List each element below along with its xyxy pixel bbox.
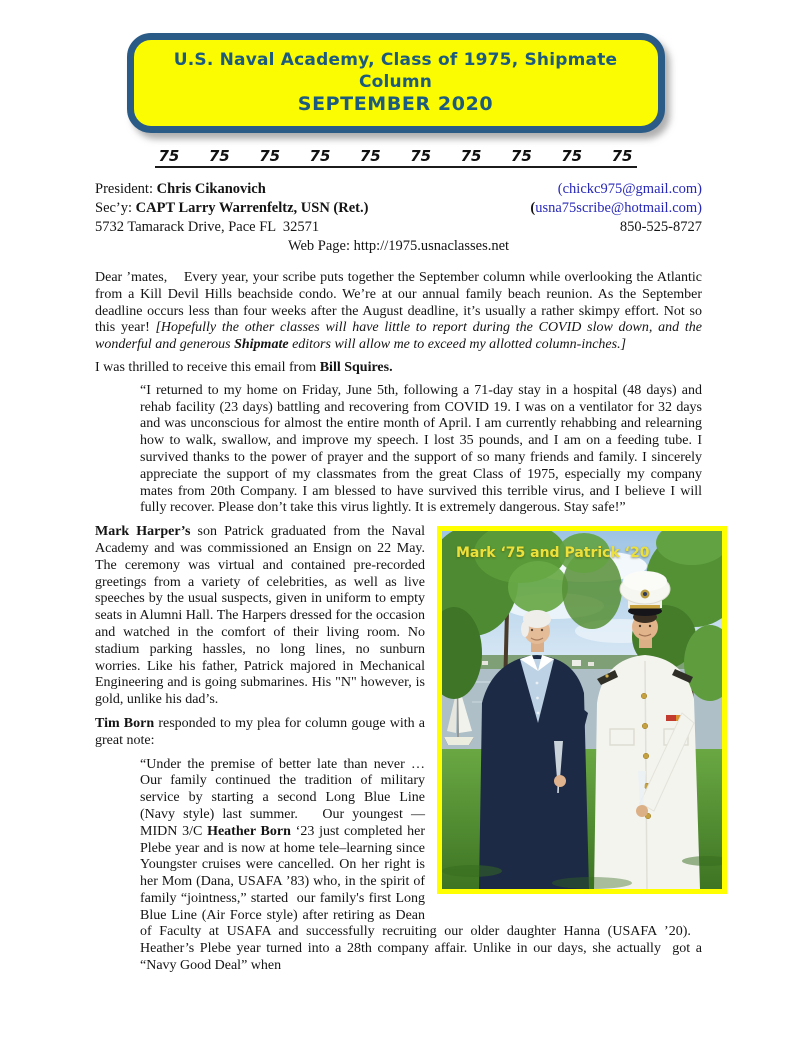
secretary-name: CAPT Larry Warrenfeltz, USN (Ret.) (135, 200, 369, 216)
webpage-line: Web Page: http://1975.usnaclasses.net (287, 238, 510, 254)
class-year-75: 75 (510, 147, 532, 165)
intro-editorial-note: [Hopefully the other classes will have little to report during the COVID slow down, and the wonderful and generous (95, 320, 702, 353)
masthead-title: U.S. Naval Academy, Class of 1975, Shipmate Column (173, 50, 618, 92)
president-label: President: (95, 181, 157, 197)
content-area (95, 180, 702, 975)
intro-paragraph (95, 270, 702, 354)
secretary-label: Sec’y: (95, 200, 136, 216)
class-year-divider (155, 147, 637, 168)
photo-caption: Mark ‘75 and Patrick ‘20 (456, 545, 650, 562)
president-name: Chris Cikanovich (156, 181, 266, 197)
address-row (95, 218, 702, 237)
contact-block (95, 180, 702, 256)
newsletter-page (0, 33, 791, 975)
class-year-75: 75 (208, 147, 230, 165)
class-year-75: 75 (611, 147, 633, 165)
born-name: Tim Born (95, 715, 155, 731)
masthead-banner (127, 33, 665, 133)
squires-lead (95, 360, 702, 377)
president-line (95, 180, 266, 199)
president-row (95, 180, 702, 199)
class-year-75: 75 (158, 147, 180, 165)
intro-editorial-note-end: editors will allow me to exceed my allotted column-inches.] (288, 337, 627, 353)
born-quote-end: ‘23 just completed her Plebe year and is now at home tele–learning since Youngster cruises were cancelled. On her right is her Mom (Dana, USAFA ’83) who, in the spirit of family “jointness,” started our family's first Long Blue Line (Air Force style) after retiring as Dean of Faculty at USAFA and successfully recruiting our older daughter Hanna (USAFA ’20). Heather’s Plebe year turned into a 28th company affair. Unlike in our days, she actually got a “Navy Good Deal” when (140, 823, 702, 974)
president-email-link[interactable]: (chickc975@gmail.com) (557, 181, 702, 197)
harper-name: Mark Harper’s (95, 524, 191, 540)
secretary-email-line (530, 199, 702, 218)
class-year-75: 75 (460, 147, 482, 165)
born-quote-start: “Under the premise of better late than never … Our family continued the tradition of military service by starting a second Long Blue Line (Navy style) last summer. Our youngest — MIDN 3/C (140, 756, 425, 839)
shipmate-title: Shipmate (234, 337, 289, 353)
squires-quote: “I returned to my home on Friday, June 5th, following a 71-day stay in a hospital (48 days) and rehab facility (23 days) battling and recovering from COVID 19. I was on a ventilator for 32 days and was unconscious for almost the entire month of April. I am currently rehabbing and relearning how to walk, swallow, and improve my speech. I lost 35 pounds, and I am on a feeding tube. I survived thanks to the power of prayer and the support of so many friends and family. I sincerely appreciate the support of my classmates from the great Class of 1975, especially my company mates from 20th Company. I am blessed to have survived this terrible virus, and I believe I will fully recover. Please don’t take this virus lightly. It is extremely dangerous. Stay safe!” (140, 382, 702, 516)
squires-name: Bill Squires. (319, 359, 393, 375)
secretary-email-paren: ( (530, 200, 536, 216)
class-year-75: 75 (309, 147, 331, 165)
class-year-75: 75 (359, 147, 381, 165)
photo-illustration (442, 531, 722, 889)
secretary-address: 5732 Tamarack Drive, Pace FL 32571 (95, 219, 320, 235)
class-year-75: 75 (410, 147, 432, 165)
commissioning-photo (437, 526, 727, 894)
document-page (0, 33, 791, 1057)
masthead-date: SEPTEMBER 2020 (297, 93, 494, 115)
class-year-75: 75 (561, 147, 583, 165)
secretary-email-link[interactable]: usna75scribe@hotmail.com) (535, 200, 702, 216)
intro-text: Dear ’mates, Every year, your scribe puts together the September column while overlooking the Atlantic from a Kill Devil Hills beachside condo. We’re at our annual family beach reunion. As the September deadline occurs less than four weeks after the August deadline, it’s usually a rather skimpy effort. Not so this year! (95, 270, 702, 336)
harper-born-section (95, 524, 702, 975)
harper-text: son Patrick graduated from the Naval Academy and was commissioned an Ensign on 22 May. The ceremony was virtual and contained pre-recorded greetings from a variety of celebrities, as well as live speeches by the usual suspects, given in uniform to empty seats in Alumni Hall. The Harpers dressed for the occasion and watched in the comfort of their living room. No stadium parking hassles, no long lines, no sunburn worries. Like his father, Patrick majored in Mechanical Engineering and is going submarines. His "N" however, is gold, unlike his dad’s. (95, 524, 426, 708)
squires-lead-text: I was thrilled to receive this email from (95, 359, 320, 375)
born-lead-text: responded to my plea for column gouge with a great note: (95, 715, 425, 748)
phone-number: 850-525-8727 (619, 219, 702, 235)
secretary-line (95, 199, 368, 218)
class-year-75: 75 (259, 147, 281, 165)
heather-born-name: Heather Born (207, 823, 291, 839)
secretary-row (95, 199, 702, 218)
